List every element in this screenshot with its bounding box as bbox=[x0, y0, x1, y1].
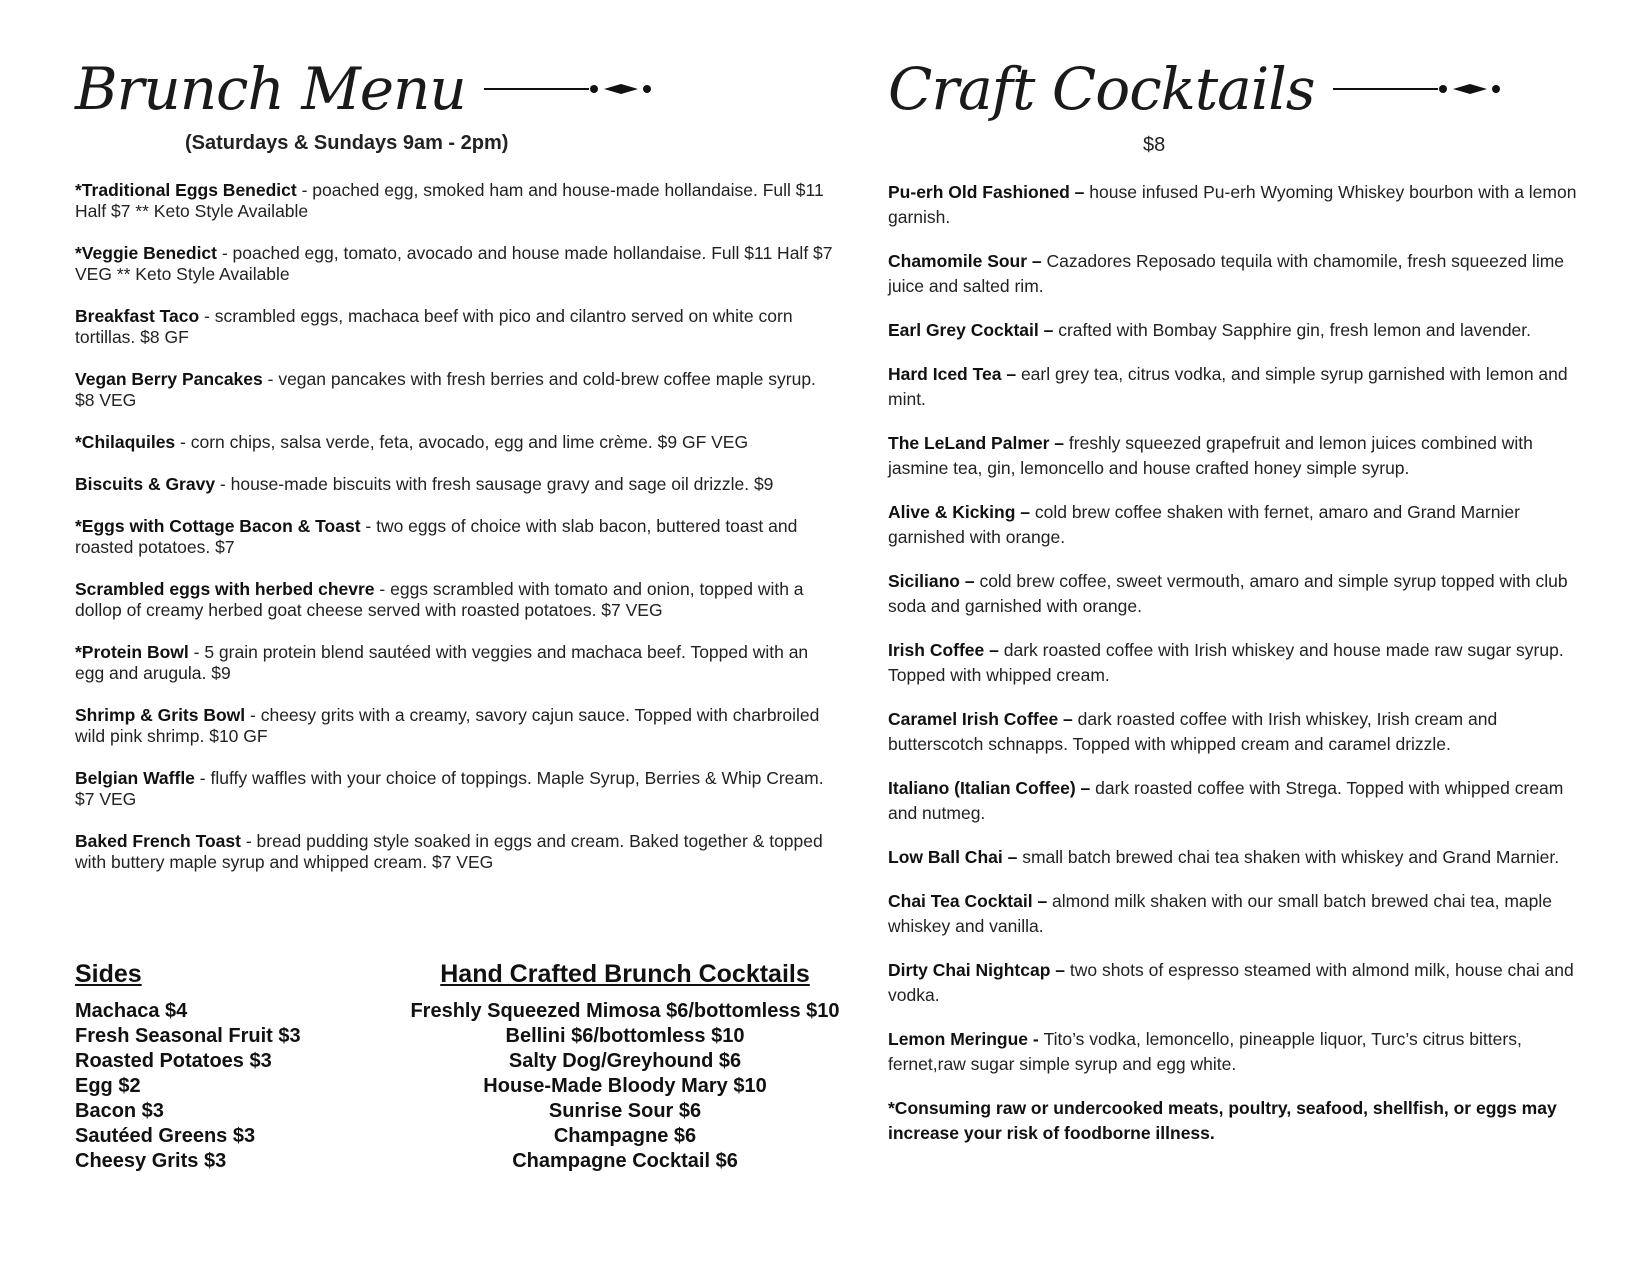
item-description: - two eggs of choice with slab bacon, buttered toast and roasted potatoes. $7 bbox=[75, 516, 798, 557]
menu-item bbox=[75, 474, 835, 495]
menu-item bbox=[75, 516, 835, 558]
craft-cocktails-column bbox=[888, 55, 1588, 1143]
craft-cocktails-title: Craft Cocktails bbox=[888, 55, 1315, 123]
menu-item bbox=[888, 180, 1588, 230]
item-description: crafted with Bombay Sapphire gin, fresh lemon and lavender. bbox=[1058, 320, 1532, 340]
list-item: Champagne Cocktail $6 bbox=[512, 1150, 738, 1172]
item-description: - eggs scrambled with tomato and onion, topped with a dollop of creamy herbed goat cheese served with roasted potatoes. $7 VEG bbox=[75, 579, 804, 620]
item-description: Cazadores Reposado tequila with chamomile, fresh squeezed lime juice and salted rim. bbox=[888, 251, 1565, 296]
list-item: Sunrise Sour $6 bbox=[548, 1100, 702, 1122]
item-name: Scrambled eggs with herbed chevre bbox=[75, 579, 375, 599]
item-name: Shrimp & Grits Bowl bbox=[75, 705, 246, 725]
item-name: Caramel Irish Coffee – bbox=[888, 709, 1078, 729]
list-item: Egg $2 bbox=[75, 1075, 141, 1097]
item-name: *Veggie Benedict bbox=[75, 243, 217, 263]
list-item: Bacon $3 bbox=[75, 1100, 164, 1122]
item-name: Italiano (Italian Coffee) – bbox=[888, 778, 1096, 798]
item-name: Earl Grey Cocktail – bbox=[888, 320, 1059, 340]
item-name: *Traditional Eggs Benedict bbox=[75, 180, 297, 200]
item-description: dark roasted coffee with Irish whiskey, Irish cream and butterscotch schnapps. Topped with whipped cream and caramel drizzle. bbox=[888, 709, 1498, 754]
menu-item bbox=[888, 1027, 1588, 1077]
menu-item bbox=[888, 362, 1588, 412]
menu-item bbox=[888, 638, 1588, 688]
item-description: house infused Pu-erh Wyoming Whiskey bourbon with a lemon garnish. bbox=[888, 182, 1577, 227]
menu-item bbox=[888, 845, 1588, 870]
item-description: - 5 grain protein blend sautéed with veggies and machaca beef. Topped with an egg and arugula. $9 bbox=[75, 642, 809, 683]
item-description: - cheesy grits with a creamy, savory cajun sauce. Topped with charbroiled wild pink shrimp. $10 GF bbox=[75, 705, 820, 746]
item-name: Irish Coffee – bbox=[888, 640, 1004, 660]
menu-item bbox=[75, 705, 835, 747]
list-item: Sautéed Greens $3 bbox=[75, 1125, 256, 1147]
sides-list bbox=[75, 999, 375, 1174]
menu-item bbox=[888, 431, 1588, 481]
sides-heading: Sides bbox=[75, 960, 142, 988]
menu-item bbox=[75, 243, 835, 285]
list-item: Machaca $4 bbox=[75, 1000, 188, 1022]
list-item: Bellini $6/bottomless $10 bbox=[505, 1025, 745, 1047]
item-name: Alive & Kicking – bbox=[888, 502, 1035, 522]
item-name: Belgian Waffle bbox=[75, 768, 195, 788]
cocktails-title-row bbox=[888, 55, 1588, 140]
item-name: Dirty Chai Nightcap – bbox=[888, 960, 1070, 980]
divider-ornament-icon bbox=[1333, 81, 1513, 97]
item-description: cold brew coffee shaken with fernet, amaro and Grand Marnier garnished with orange. bbox=[888, 502, 1520, 547]
item-description: - scrambled eggs, machaca beef with pico and cilantro served on white corn tortillas. $8 GF bbox=[75, 306, 793, 347]
list-item: Freshly Squeezed Mimosa $6/bottomless $10 bbox=[410, 1000, 840, 1022]
menu-item bbox=[75, 579, 835, 621]
menu-item bbox=[75, 432, 835, 453]
item-description: Tito’s vodka, lemoncello, pineapple liquor, Turc’s citrus bitters, fernet,raw sugar simple syrup and egg white. bbox=[888, 1029, 1522, 1074]
item-name: Vegan Berry Pancakes bbox=[75, 369, 263, 389]
item-description: dark roasted coffee with Irish whiskey and house made raw sugar syrup. Topped with whipped cream. bbox=[888, 640, 1564, 685]
item-description: earl grey tea, citrus vodka, and simple syrup garnished with lemon and mint. bbox=[888, 364, 1568, 409]
list-item: Fresh Seasonal Fruit $3 bbox=[75, 1025, 301, 1047]
item-name: Siciliano – bbox=[888, 571, 980, 591]
item-description: - poached egg, smoked ham and house-made hollandaise. Full $11 Half $7 ** Keto Style Available bbox=[75, 180, 824, 221]
item-description: two shots of espresso steamed with almond milk, house chai and vodka. bbox=[888, 960, 1574, 1005]
menu-item bbox=[75, 768, 835, 810]
item-name: *Protein Bowl bbox=[75, 642, 189, 662]
sides-section bbox=[75, 960, 375, 1174]
list-item: Salty Dog/Greyhound $6 bbox=[508, 1050, 742, 1072]
brunch-title-row bbox=[75, 55, 835, 140]
item-description: cold brew coffee, sweet vermouth, amaro and simple syrup topped with club soda and garnished with orange. bbox=[888, 571, 1568, 616]
list-item: Roasted Potatoes $3 bbox=[75, 1050, 272, 1072]
item-name: *Chilaquiles bbox=[75, 432, 176, 452]
brunch-cocktails-list bbox=[395, 999, 855, 1174]
item-description: freshly squeezed grapefruit and lemon juices combined with jasmine tea, gin, lemoncello and house crafted honey simple syrup. bbox=[888, 433, 1533, 478]
item-name: Low Ball Chai – bbox=[888, 847, 1023, 867]
item-name: Biscuits & Gravy bbox=[75, 474, 216, 494]
item-description: - vegan pancakes with fresh berries and cold-brew coffee maple syrup. $8 VEG bbox=[75, 369, 816, 410]
list-item: House-Made Bloody Mary $10 bbox=[483, 1075, 767, 1097]
foodborne-warning: *Consuming raw or undercooked meats, poultry, seafood, shellfish, or eggs may increase your risk of foodborne illness. bbox=[888, 1098, 1557, 1143]
item-description: - fluffy waffles with your choice of toppings. Maple Syrup, Berries & Whip Cream. $7 VEG bbox=[75, 768, 824, 809]
menu-item bbox=[888, 958, 1588, 1008]
menu-item bbox=[888, 889, 1588, 939]
brunch-items-list bbox=[75, 180, 835, 894]
menu-item bbox=[75, 831, 835, 873]
item-name: Pu-erh Old Fashioned – bbox=[888, 182, 1090, 202]
item-description: dark roasted coffee with Strega. Topped with whipped cream and nutmeg. bbox=[888, 778, 1564, 823]
item-description: almond milk shaken with our small batch brewed chai tea, maple whiskey and vanilla. bbox=[888, 891, 1553, 936]
item-description: - poached egg, tomato, avocado and house made hollandaise. Full $11 Half $7 VEG ** Keto Style Available bbox=[75, 243, 833, 284]
menu-item bbox=[75, 642, 835, 684]
item-name: Hard Iced Tea – bbox=[888, 364, 1021, 384]
item-description: - house-made biscuits with fresh sausage gravy and sage oil drizzle. $9 bbox=[215, 474, 774, 494]
item-name: *Eggs with Cottage Bacon & Toast bbox=[75, 516, 361, 536]
item-name: The LeLand Palmer – bbox=[888, 433, 1069, 453]
brunch-cocktails-section bbox=[395, 960, 855, 1174]
item-name: Chamomile Sour – bbox=[888, 251, 1047, 271]
item-name: Breakfast Taco bbox=[75, 306, 200, 326]
brunch-hours: (Saturdays & Sundays 9am - 2pm) bbox=[185, 132, 509, 154]
item-description: - corn chips, salsa verde, feta, avocado, egg and lime crème. $9 GF VEG bbox=[175, 432, 749, 452]
list-item: Cheesy Grits $3 bbox=[75, 1150, 227, 1172]
menu-item bbox=[888, 569, 1588, 619]
menu-item bbox=[75, 180, 835, 222]
menu-item bbox=[888, 249, 1588, 299]
menu-item bbox=[888, 500, 1588, 550]
menu-item bbox=[888, 707, 1588, 757]
cocktail-items-list bbox=[888, 180, 1588, 1146]
item-name: Chai Tea Cocktail – bbox=[888, 891, 1053, 911]
item-name: Baked French Toast bbox=[75, 831, 241, 851]
brunch-menu-title: Brunch Menu bbox=[75, 55, 466, 123]
item-description: - bread pudding style soaked in eggs and cream. Baked together & topped with buttery maple syrup and whipped cream. $7 VEG bbox=[75, 831, 823, 872]
brunch-menu-column bbox=[75, 55, 835, 872]
cocktail-price: $8 bbox=[1143, 134, 1166, 156]
divider-ornament-icon bbox=[484, 81, 664, 97]
brunch-cocktails-heading: Hand Crafted Brunch Cocktails bbox=[440, 960, 810, 988]
menu-item bbox=[888, 318, 1588, 343]
item-description: small batch brewed chai tea shaken with whiskey and Grand Marnier. bbox=[1022, 847, 1560, 867]
item-name: Lemon Meringue - bbox=[888, 1029, 1044, 1049]
list-item: Champagne $6 bbox=[553, 1125, 697, 1147]
menu-item bbox=[888, 776, 1588, 826]
menu-item bbox=[75, 306, 835, 348]
menu-item bbox=[75, 369, 835, 411]
